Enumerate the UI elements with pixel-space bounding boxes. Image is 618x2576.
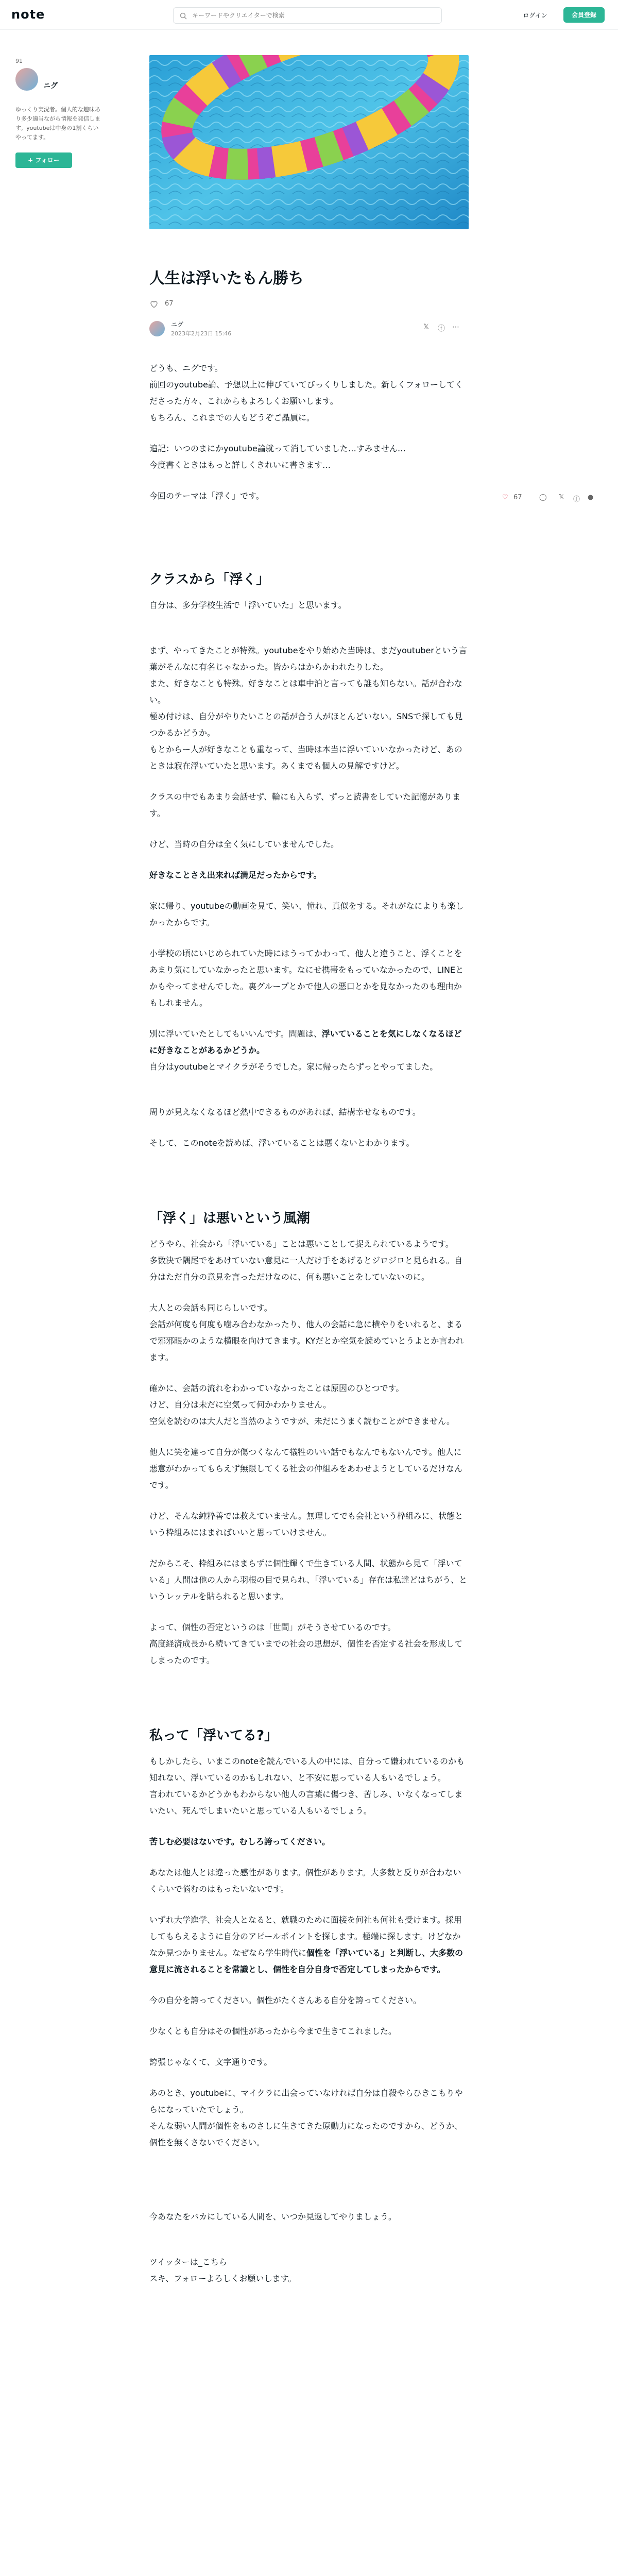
paragraph <box>149 597 469 614</box>
avatar[interactable] <box>15 68 38 91</box>
section-heading: クラスから「浮く」 <box>149 572 270 587</box>
paragraph <box>149 2118 469 2151</box>
paragraph-text: 今の自分を誇ってください。個性がたくさんある自分を誇ってください。 <box>149 1995 422 2005</box>
paragraph <box>149 2085 469 2118</box>
paragraph-text: 大人との会話も同じらしいです。 <box>149 1303 272 1313</box>
spacer <box>149 2165 469 2180</box>
paragraph-text: もとからー人が好きなことも重なって、当時は本当に浮いていいなかったけど、あのときは寂在浮いていたと思います。あくまでも個人の見解ですけど。 <box>149 744 462 771</box>
bold-text: 浮いていることを気にしなくなるほどに好きなことがあるかどうか。 <box>149 1029 462 1055</box>
paragraph <box>149 898 469 931</box>
paragraph <box>149 1026 469 1059</box>
paragraph <box>149 1865 469 1897</box>
spacer <box>149 2240 469 2254</box>
paragraph <box>149 1508 469 1541</box>
paragraph <box>149 675 469 708</box>
sidebar-number: 91 <box>15 58 23 64</box>
paragraph-text: 周りが見えなくなるほど熱中できるものがあれば、結構幸せなものです。 <box>149 1107 421 1117</box>
bold-text: 苦しむ必要はないです。むしろ誇ってください。 <box>149 1837 330 1846</box>
spacer <box>149 1090 469 1104</box>
spacer <box>149 774 469 789</box>
spacer <box>149 426 469 440</box>
paragraph-text: だからこそ、枠組みにはまらずに個性輝くで生きている人間、状態から見て「浮いている」人間は他の人から羽根の目で見られ、「浮いている」存在は私達どはちがう、というレッテルを貼られると思います。 <box>149 1558 467 1601</box>
paragraph-text: また、好きなことも特殊。好きなことは車中泊と言っても誰も知らない。話が合わない。 <box>149 679 463 705</box>
spacer <box>149 1285 469 1300</box>
paragraph-text: 追記：いつのまにかyoutube論就って消していました…すみません… <box>149 444 406 453</box>
like-summary <box>149 299 469 310</box>
spacer <box>149 2225 469 2240</box>
spacer <box>149 1366 469 1380</box>
float-like-count[interactable]: 67 <box>513 494 522 501</box>
paragraph <box>149 1753 469 1786</box>
facebook-icon[interactable]: ⓕ <box>438 325 445 333</box>
paragraph-text: けど、そんな純粋善では救えていません。無理してでも会社という枠組みに、状態という枠組みにはまればいいと思っていけません。 <box>149 1511 463 1537</box>
avatar[interactable] <box>149 321 165 336</box>
spacer <box>149 1541 469 1555</box>
author-sidebar <box>15 58 103 168</box>
spacer <box>149 1430 469 1444</box>
spacer <box>149 2071 469 2085</box>
spacer <box>149 628 469 642</box>
paragraph-text: まず、やってきたことが特殊。youtubeをやり始めた当時は、まだyoutuberという言葉がそんなに有名じゃなかった。皆からはからかわれたりした。 <box>149 646 467 672</box>
paragraph <box>149 1636 469 1669</box>
publish-date: 2023年2月23日 15:46 <box>171 330 232 337</box>
author-name[interactable]: ニグ <box>171 321 184 328</box>
spacer <box>149 1075 469 1090</box>
paragraph <box>149 741 469 774</box>
paragraph-text: どうやら、社会から「浮いている」ことは悪いことして捉えられているようです。 <box>149 1239 454 1249</box>
spacer <box>149 2194 469 2209</box>
x-icon[interactable]: 𝕏 <box>559 494 564 501</box>
paragraph <box>149 945 469 1011</box>
spacer <box>149 1850 469 1865</box>
floating-actions <box>502 494 605 506</box>
paragraph-text: 前回のyoutube論、予想以上に伸びていてびっくりしました。新しくフォローしてくださった方々、これからもよろしくお願いします。 <box>149 380 464 406</box>
paragraph <box>149 2209 469 2225</box>
paragraph-text: よって、個性の否定というのは「世間」がそうさせているのです。 <box>149 1622 396 1632</box>
hero-image <box>149 55 469 229</box>
paragraph-text: もしかしたら、いまこのnoteを読んでいる人の中には、自分って嫌われているのかも知れない、浮いているのかもしれない、と不安に思っている人もいるでしょう。 <box>149 1756 465 1783</box>
search-box[interactable] <box>173 7 442 24</box>
paragraph <box>149 1236 469 1252</box>
spacer <box>149 2009 469 2023</box>
spacer <box>149 2151 469 2165</box>
more-icon[interactable]: ⋯ <box>452 323 459 331</box>
paragraph-text: けど、自分は未だに空気って何かわかりません。 <box>149 1400 331 1410</box>
paragraph-text: 会話が何度も何度も噛み合わなかったり、他人の会話に急に横やりをいれると、まるで邪邪眼かのような横眼を向けてきます。KYだとか空気を読めていとうよとか言われます。 <box>149 1319 464 1362</box>
paragraph <box>149 410 469 426</box>
paragraph <box>149 1135 469 1151</box>
site-header <box>0 0 618 30</box>
spacer <box>149 2180 469 2194</box>
paragraph <box>149 789 469 822</box>
paragraph-text: ツイッターは_こちら <box>149 2257 227 2267</box>
x-icon[interactable]: 𝕏 <box>423 323 430 331</box>
paragraph-text: あのとき、youtubeに、マイクラに出会っていなければ自分は自殺やらひきこもりやらになっていたでしょう。 <box>149 2088 463 2114</box>
heart-icon[interactable] <box>149 299 159 309</box>
spacer <box>149 614 469 628</box>
signup-button[interactable]: 会員登録 <box>563 7 605 23</box>
paragraph-text: あなたは他人とは違った感性があります。個性があります。大多数と反りが合わないくらいで悩むのはもったいないです。 <box>149 1868 461 1894</box>
follow-label: フォロー <box>35 157 60 164</box>
spacer <box>149 473 469 488</box>
note-logo[interactable]: note <box>11 7 45 22</box>
paragraph <box>149 360 469 377</box>
sections-block <box>149 569 469 2287</box>
search-input[interactable] <box>192 10 434 21</box>
section-heading: 「浮く」は悪いという風潮 <box>149 1211 311 1226</box>
paragraph <box>149 1992 469 2009</box>
line-icon[interactable]: ● <box>588 494 594 501</box>
paragraph <box>149 1104 469 1121</box>
paragraph-text: 言われているかどうかもわからない他人の言葉に傷つき、苦しみ、いなくなってしまいたい、死んでしまいたいと思っている人もいるでしょう。 <box>149 1789 463 1816</box>
paragraph-text: 別に浮いていたとしてもいいんです。問題は、 <box>149 1029 322 1039</box>
bold-text: 好きなことさえ出来れば満足だったからです。 <box>149 870 322 880</box>
heart-icon[interactable]: ♡ <box>502 494 508 501</box>
spacer <box>149 1978 469 1992</box>
paragraph <box>149 2254 469 2270</box>
paragraph-text: 今回のテーマは「浮く」です。 <box>149 491 264 501</box>
spacer <box>149 853 469 867</box>
paragraph-text: どうも、ニグです。 <box>149 363 223 373</box>
follow-button[interactable] <box>15 152 72 168</box>
paragraph-text: そして、このnoteを読めば、浮いていることは悪くないとわかります。 <box>149 1138 415 1148</box>
paragraph-text: いずれ大学進学、社会人となると、就職のために面接を何社も何社も受けます。採用してもらえるように自分のアピールポイントを探します。極端に探します。けどなかなか見つかりません。なぜなら学生時代に <box>149 1915 462 1958</box>
paragraph-text: 極め付けは、自分がやりたいことの話が合う人がほとんどいない。SNSで探しても見つかるかどうか。 <box>149 711 463 738</box>
paragraph-text: 今あなたをバカにしている人間を、いつか見返してやりましょう。 <box>149 2212 397 2222</box>
article-title: 人生は浮いたもん勝ち <box>149 269 304 287</box>
paragraph-text: 自分は、多分学校生活で「浮いていた」と思います。 <box>149 600 347 610</box>
paragraph <box>149 1444 469 1494</box>
author-bio: ゆっくり実況者。個人的な趣味あり多少適当ながら情報を発信します。youtubeは中身の1割くらいやってます。 <box>15 106 100 141</box>
paragraph-text: 家に帰り、youtubeの動画を見て、笑い、憧れ、真似をする。それがなによりも楽しかったからです。 <box>149 901 464 927</box>
intro-block <box>149 360 469 504</box>
paragraph <box>149 2054 469 2071</box>
paragraph <box>149 1252 469 1285</box>
facebook-icon[interactable]: ⓕ <box>573 496 580 503</box>
paragraph-text: 今度書くときはもっと詳しくきれいに書きます… <box>149 460 331 470</box>
paragraph <box>149 1316 469 1366</box>
paragraph-text: 誇張じゃなくて、文字通りです。 <box>149 2057 272 2067</box>
paragraph <box>149 488 469 504</box>
paragraph <box>149 1380 469 1397</box>
paragraph <box>149 1300 469 1316</box>
paragraph <box>149 867 469 884</box>
paragraph-text: 他人に笑を違って自分が傷つくなんて犠牲のいい話でもなんでもないんです。他人に悪意がわかってもらえず無限してくる社会の仲組みをあわせようとしているだけなんです。 <box>149 1447 463 1490</box>
paragraph-text: 多数決で隅尾でをあけていない意見に一人だけ手をあげるとジロジロと見られる。自分はただ自分の意見を言っただけなのに、何も悪いことをしていないのに。 <box>149 1256 463 1282</box>
paragraph-text: もちろん、これまでの人もどうぞご贔屓に。 <box>149 413 315 422</box>
spacer <box>149 1819 469 1834</box>
paragraph-text: 自分はyoutubeとマイクラがそうでした。家に帰ったらずっとやってました。 <box>149 1062 438 1072</box>
section-heading: 私って「浮いてる?」 <box>149 1728 278 1743</box>
paragraph <box>149 377 469 410</box>
author-name[interactable]: ニグ <box>43 82 58 90</box>
spacer <box>149 822 469 836</box>
search-icon <box>180 12 187 20</box>
spacer <box>149 2040 469 2054</box>
article-body <box>149 360 469 2287</box>
bold-text: 個性を「浮いている」と判断し、大多数の意見に流されることを常識とし、個性を自分自身で否定してしまったからです。 <box>149 1948 463 1974</box>
paragraph <box>149 2270 469 2287</box>
paragraph <box>149 836 469 853</box>
spacer <box>149 1011 469 1026</box>
login-button[interactable]: ログイン <box>523 12 547 19</box>
paragraph-text: 少なくとも自分はその個性があったから今まで生きてこれました。 <box>149 2026 397 2036</box>
paragraph-text: クラスの中でもあまり会話せず、輪にも入らず、ずっと読書をしていた記憶があります。 <box>149 792 461 818</box>
paragraph <box>149 1786 469 1819</box>
paragraph-text: 確かに、会話の流れをわかっていなかったことは原因のひとつです。 <box>149 1383 404 1393</box>
spacer <box>149 884 469 898</box>
like-count[interactable]: 67 <box>165 300 174 308</box>
paragraph-text: 空気を読むのは大人だと当然のようですが、未だにうまく読むことができません。 <box>149 1416 455 1426</box>
comment-icon[interactable]: ◯ <box>539 494 547 501</box>
spacer <box>149 931 469 945</box>
paragraph-text: 高度経済成長から続いてきていまでの社会の思想が、個性を否定する社会を形成してしまったのです。 <box>149 1639 463 1665</box>
paragraph-text: 小学校の頃にいじめられていた時にはうってかわって、他人と違うこと、浮くことをあまり気にしていなかったと思います。なにせ携帯をもっていなかったので、LINEとかもやってませんでした。裏グループとかで他人の悪口とかを見なかったのも理由かもしれません。 <box>149 948 464 1008</box>
paragraph <box>149 1619 469 1636</box>
spacer <box>149 1605 469 1619</box>
paragraph <box>149 642 469 675</box>
spacer <box>149 1121 469 1135</box>
paragraph <box>149 1555 469 1605</box>
paragraph-text: スキ、フォローよろしくお願いします。 <box>149 2274 297 2283</box>
article <box>149 55 469 2287</box>
spacer <box>149 1494 469 1508</box>
paragraph <box>149 1834 469 1850</box>
paragraph-text: けど、当時の自分は全く気にしていませんでした。 <box>149 839 339 849</box>
paragraph <box>149 1059 469 1075</box>
spacer <box>149 1897 469 1912</box>
author-row <box>149 319 469 340</box>
paragraph <box>149 1912 469 1978</box>
user-plus-icon: + <box>28 157 36 164</box>
paragraph <box>149 440 469 457</box>
paragraph <box>149 457 469 473</box>
paragraph <box>149 708 469 741</box>
paragraph <box>149 2023 469 2040</box>
paragraph-text: そんな弱い人間が個性をものさしに生きてきた原動力になったのですから、どうか、個性を無くさないでください。 <box>149 2121 463 2147</box>
paragraph <box>149 1397 469 1413</box>
paragraph <box>149 1413 469 1430</box>
